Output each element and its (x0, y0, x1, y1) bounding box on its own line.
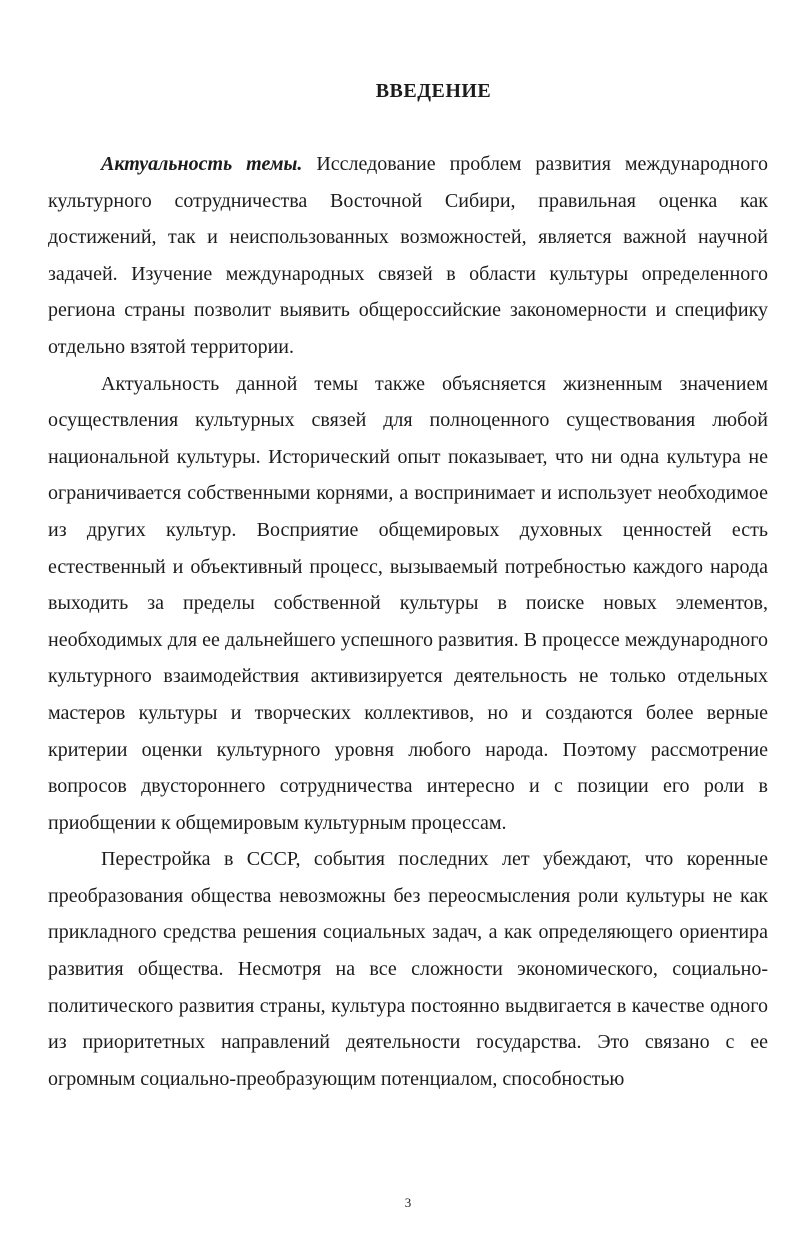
paragraph-cultural-links: Актуальность данной темы также объясняется жизненным значением осуществления культурных связей для полноценного существования любой национальной культуры. Исторический опыт показывает, что ни одна культура не ограничивается собственными корнями, а воспринимает и использует необходимое из других культур. Восприятие общемировых духовных ценностей есть естественный и объективный процесс, вызываемый потребностью каждого народа выходить за пределы собственной культуры в поиске новых элементов, необходимых для ее дальнейшего успешного развития. В процессе международного культурного взаимодействия активизируется деятельность не только отдельных мастеров культуры и творческих коллективов, но и создаются более верные критерии оценки культурного уровня любого народа. Поэтому рассмотрение вопросов двустороннего сотрудничества интересно и с позиции его роли в приобщении к общемировым культурным процессам. (48, 372, 768, 834)
paragraph-perestroika: Перестройка в СССР, события последних лет убеждают, что коренные преобразования общества невозможны без переосмысления роли культуры не как прикладного средства решения социальных задач, а как определяющего ориентира развития общества. Несмотря на все сложности экономического, социально-политического развития страны, культура постоянно выдвигается в качестве одного из приоритетных направлений деятельности государства. Это связано с ее огромным социально-преобразующим потенциалом, способностью (48, 848, 768, 1090)
paragraph-relevance (48, 146, 768, 366)
paragraph-text: Исследование проблем развития международного культурного сотрудничества Восточной Сибири, правильная оценка как достижений, так и неиспользованных возможностей, является важной научной задачей. Изучение международных связей в области культуры определенного региона страны позволит выявить общероссийские закономерности и специфику отдельно взятой территории. (48, 153, 768, 358)
page-number: 3 (404, 1195, 412, 1210)
body-text (48, 146, 768, 1097)
section-heading: ВВЕДЕНИЕ (375, 80, 492, 102)
paragraph-lead-in: Актуальность темы. (101, 153, 303, 175)
